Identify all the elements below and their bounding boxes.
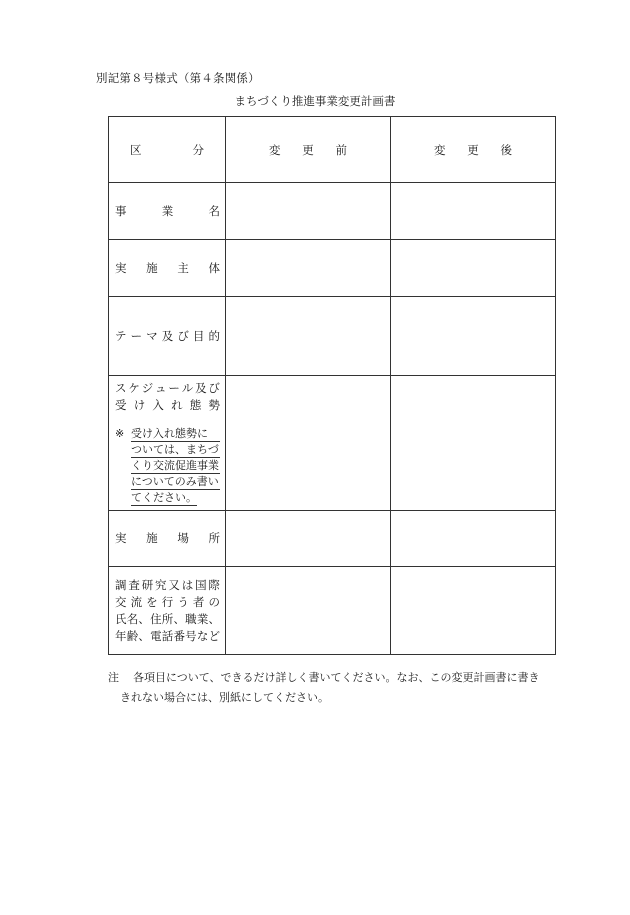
- table-row: [109, 567, 556, 655]
- row-label-researcher: 調 査 研 究 又 は 国 際 交 流 を 行 う 者 の 氏 名 、 住 所 、 職 業 、 年 齢 、 電 話 番 号 な ど: [109, 567, 226, 655]
- note-line: 受け入れ態勢に: [131, 426, 220, 442]
- row-label-location: 実 施 場 所: [109, 511, 226, 567]
- form-id: 別記第８号様式（第４条関係）: [96, 71, 260, 85]
- row-label-theme: テ ー マ 及 び 目 的: [109, 297, 226, 376]
- plan-table: [108, 116, 556, 655]
- cell-after[interactable]: [391, 297, 556, 376]
- header-row: [109, 117, 556, 183]
- row-label-schedule: ス ケ ジ ュ ー ル 及 び 受 け 入 れ 態 勢 ※ 受け入れ態勢に ついては、まちづ くり交流促進事業 についてのみ書い てください。: [109, 376, 226, 511]
- table-row: [109, 240, 556, 297]
- cell-after[interactable]: [391, 183, 556, 240]
- row-label-project-name: 事 業 名: [109, 183, 226, 240]
- doc-title: まちづくり推進事業変更計画書: [234, 94, 396, 108]
- footnote: [108, 668, 578, 708]
- cell-before[interactable]: [226, 376, 391, 511]
- cell-before[interactable]: [226, 297, 391, 376]
- cell-before[interactable]: [226, 567, 391, 655]
- cell-before[interactable]: [226, 240, 391, 297]
- note-mark: ※: [115, 427, 125, 440]
- note-line: についてのみ書い: [131, 475, 219, 488]
- header-before: 変 更 前: [226, 117, 391, 183]
- footnote-mark: 注: [108, 671, 119, 684]
- table-row: [109, 376, 556, 511]
- cell-after[interactable]: [391, 240, 556, 297]
- schedule-note: [115, 426, 220, 506]
- cell-before[interactable]: [226, 183, 391, 240]
- header-after: 変 更 後: [391, 117, 556, 183]
- footnote-line-2: きれない場合には、別紙にしてください。: [120, 691, 329, 704]
- row-label-implementer: 実 施 主 体: [109, 240, 226, 297]
- table-row: [109, 297, 556, 376]
- note-line: くり交流促進事業: [131, 459, 219, 472]
- cell-after[interactable]: [391, 376, 556, 511]
- footnote-line-1: 各項目について、できるだけ詳しく書いてください。なお、この変更計画書に書き: [133, 671, 540, 684]
- note-line: てください。: [131, 491, 197, 504]
- cell-after[interactable]: [391, 511, 556, 567]
- cell-before[interactable]: [226, 511, 391, 567]
- table-row: [109, 511, 556, 567]
- cell-after[interactable]: [391, 567, 556, 655]
- table-row: [109, 183, 556, 240]
- header-category: 区 分: [109, 117, 226, 183]
- note-line: ついては、まちづ: [131, 443, 219, 456]
